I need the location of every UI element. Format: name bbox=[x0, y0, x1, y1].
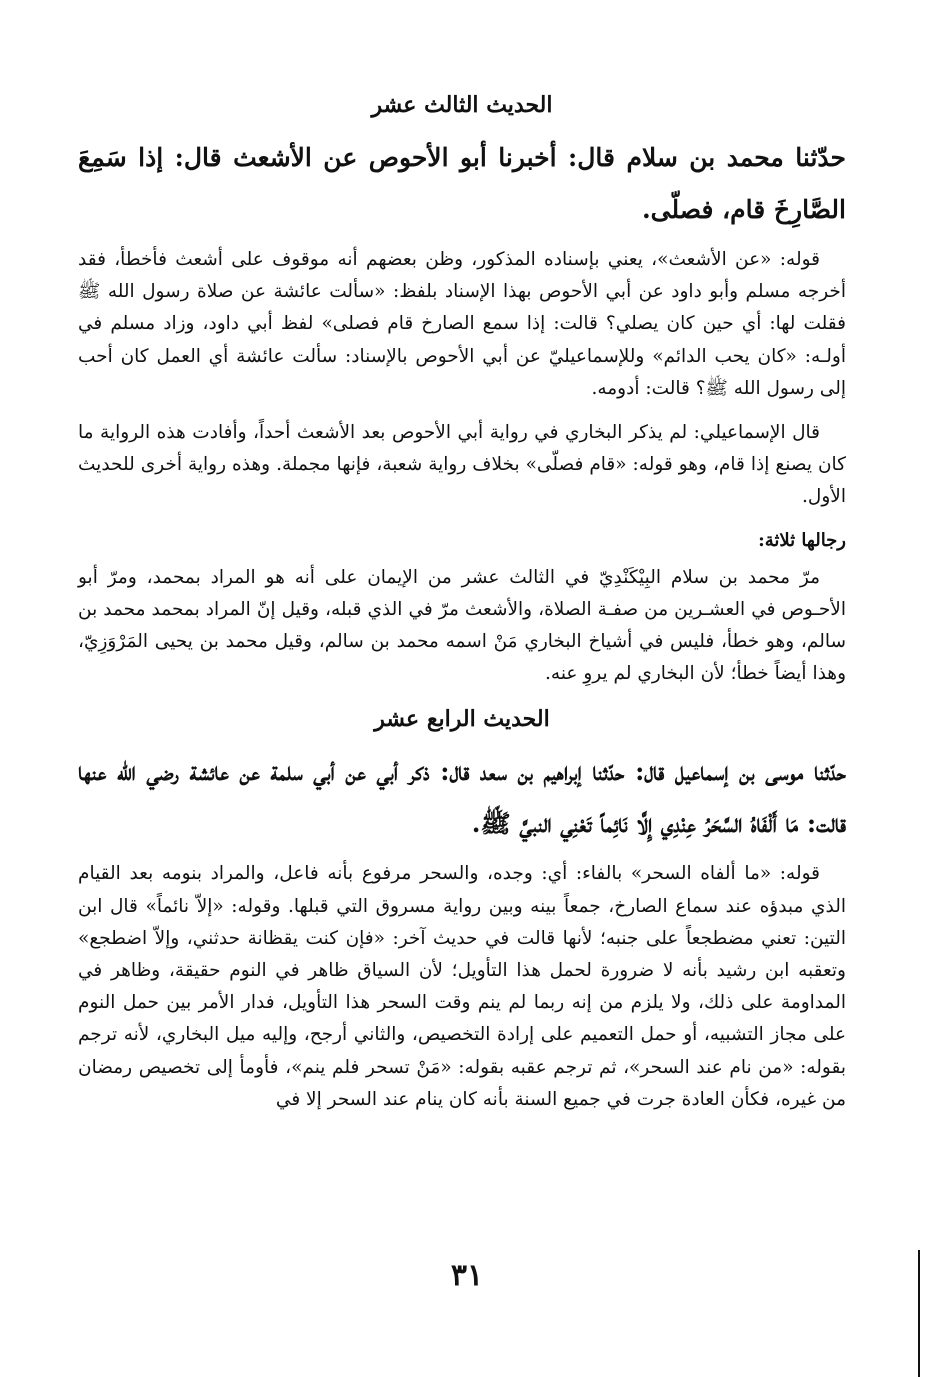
narrators-subheading: رجالها ثلاثة: bbox=[758, 529, 846, 551]
binding-edge-line bbox=[918, 1250, 920, 1377]
commentary-paragraph-3: قوله: «ما ألفاه السحر» بالفاء: أي: وجده، والسحر مرفوع بأنه فاعل، والمراد بنومه بعد القيام الذي مبدؤه عند سماع الصارخ، جمعاً بينه وبين رواية مسروق التي قبلها. وقوله: «إلاّ نائماً» قال ابن التين: تعني مضطجعاً على جنبه؛ لأنها قالت في حديث آخر: «فإن كنت يقظانة حدثني، وإلاّ اضطجع» وتعقبه ابن رشيد بأنه لا ضرورة لحمل هذا التأويل؛ لأن السياق ظاهر في النوم حقيقة، وظاهر في المداومة على ذلك، ولا يلزم من إنه ربما لم ينم وقت السحر هذا التأويل، فدار الأمر بين حمل النوم على مجاز التشبيه، أو حمل التعميم على إرادة التخصيص، والثاني أرجح، وإليه ميل البخاري، لأنه ترجم بقوله: «من نام عند السحر»، ثم ترجم عقبه بقوله: «مَنْ تسحر فلم ينم»، فأومأ إلى تخصيص رمضان من غيره، فكأن العادة جرت في جميع السنة بأنه كان ينام عند السحر إلا في bbox=[78, 863, 846, 1110]
commentary-paragraph-2: قال الإسماعيلي: لم يذكر البخاري في رواية أبي الأحوص بعد الأشعث أحداً، وأفادت هذه الرواية ما كان يصنع إذا قام، وهو قوله: «قام فصلّى» بخلاف رواية شعبة، فإنها مجملة. وهذه رواية أخرى للحديث الأول. bbox=[78, 422, 846, 508]
narrators-paragraph: مرّ محمد بن سلام البِيْكَنْدِيّ في الثالث عشر من الإيمان على أنه هو المراد بمحمد، ومرّ أبو الأحـوص في العشـرين من صفـة الصلاة، والأشعث مرّ في الذي قبله، وقيل إنّ المراد بمحمد محمد بن سالم، وهو خطأ، فليس في أشياخ البخاري مَنْ اسمه محمد بن سالم، وقيل محمد بن يحيى المَرْوَزِيّ، وهذا أيضاً خطأ؛ لأن البخاري لم يروِ عنه. bbox=[78, 566, 846, 685]
hadith-text-14: حدّثنا موسى بن إسماعيل قال: حدّثنا إبراهيم بن سعد قال: ذكر أبي عن أبي سلمة عن عائشة رضي الله عنها قالت: مَا أَلْفَاهُ السَّحَرُ عِنْدِي إِلَّا نَائِماً تَعْنِي النبيَّ ﷺ. bbox=[78, 757, 846, 839]
section-heading-13: الحديث الثالث عشر bbox=[371, 92, 553, 118]
page-number: ٣١ bbox=[450, 1258, 484, 1293]
hadith-text-13: حدّثنا محمد بن سلام قال: أخبرنا أبو الأحوص عن الأشعث قال: إذا سَمِعَ الصَّارِخَ قام، فصلّى. bbox=[78, 143, 846, 224]
section-heading-14: الحديث الرابع عشر bbox=[374, 706, 550, 733]
commentary-paragraph-1: قوله: «عن الأشعث»، يعني بإسناده المذكور، وظن بعضهم أنه موقوف على أشعث فأخطأ، فقد أخرجه مسلم وأبو داود عن أبي الأحوص بهذا الإسناد بلفظ: «سألت عائشة عن صلاة رسول الله ﷺ فقلت لها: أي حين كان يصلي؟ قالت: إذا سمع الصارخ قام فصلى» لفظ أبي داود، وزاد مسلم في أولـه: «كان يحب الدائم» وللإسماعيليّ عن أبي الأحوص بالإسناد: سألت عائشة أي العمل كان أحب إلى رسول الله ﷺ؟ قالت: أدومه. bbox=[78, 249, 846, 399]
